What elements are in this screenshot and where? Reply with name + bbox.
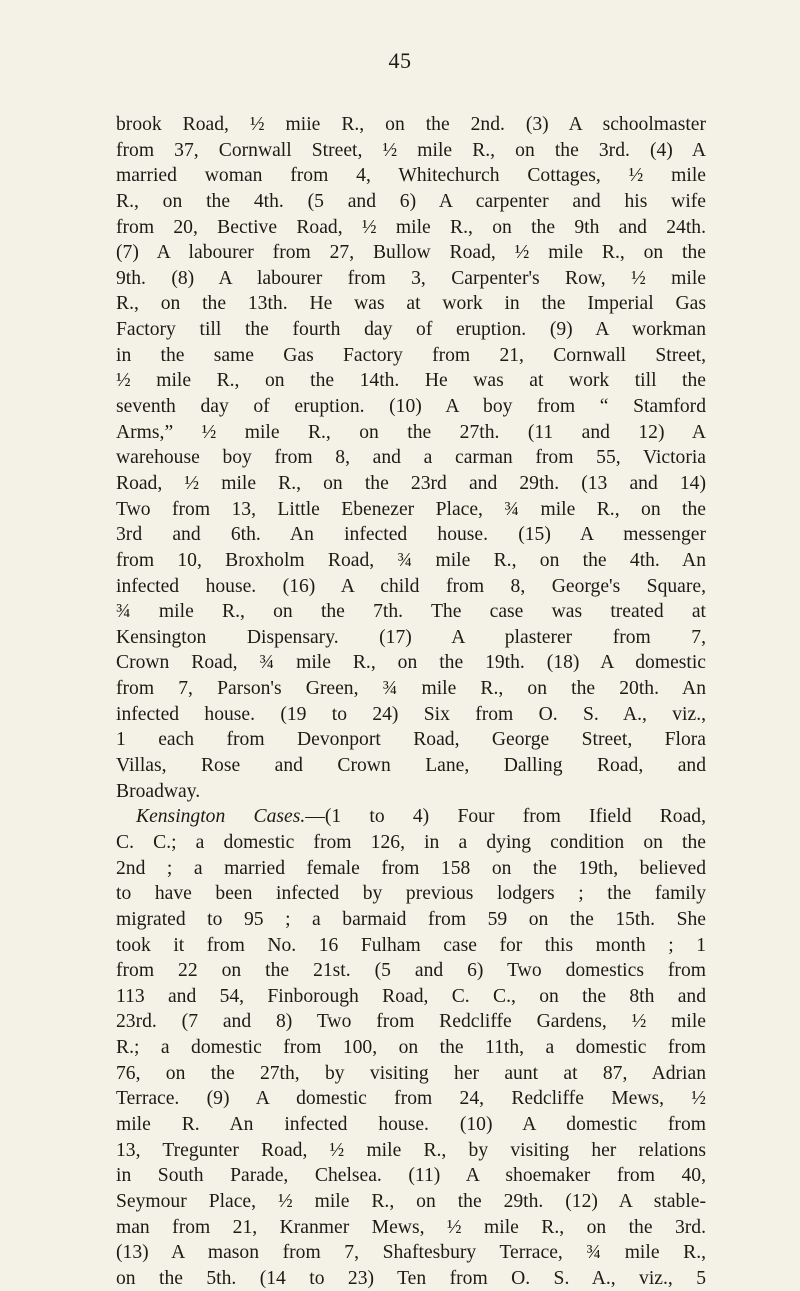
text-line: mile R. An infected house. (10) A domestic from bbox=[116, 1113, 706, 1135]
text-line: (13) A mason from 7, Shaftesbury Terrace, ¾ mile R., bbox=[116, 1242, 706, 1264]
text-line: in the same Gas Factory from 21, Cornwall Street, bbox=[116, 344, 706, 366]
section-heading-line bbox=[116, 804, 706, 830]
text-line: from 22 on the 21st. (5 and 6) Two domestics from bbox=[116, 960, 706, 982]
text-line: ½ mile R., on the 14th. He was at work till the bbox=[116, 370, 706, 392]
text-line: 9th. (8) A labourer from 3, Carpenter's Row, ½ mile bbox=[116, 267, 706, 289]
body-text bbox=[116, 112, 706, 1291]
text-line: Broadway. bbox=[116, 780, 201, 802]
text-line: man from 21, Kranmer Mews, ½ mile R., on the 3rd. bbox=[116, 1216, 706, 1238]
text-line: married woman from 4, Whitechurch Cottages, ½ mile bbox=[116, 165, 706, 187]
text-line: infected house. (19 to 24) Six from O. S. A., viz., bbox=[116, 703, 706, 725]
text-line: migrated to 95 ; a barmaid from 59 on the 15th. She bbox=[116, 908, 706, 930]
text-line: Kensington Dispensary. (17) A plasterer from 7, bbox=[116, 626, 706, 648]
text-line: 3rd and 6th. An infected house. (15) A messenger bbox=[116, 524, 706, 546]
text-line: Crown Road, ¾ mile R., on the 19th. (18) A domestic bbox=[116, 652, 706, 674]
text-line: infected house. (16) A child from 8, George's Square, bbox=[116, 575, 706, 597]
text-line: took it from No. 16 Fulham case for this month ; 1 bbox=[116, 934, 706, 956]
text-line: seventh day of eruption. (10) A boy from “ Stamford bbox=[116, 396, 706, 418]
text-line: ¾ mile R., on the 7th. The case was treated at bbox=[116, 601, 706, 623]
text-line: C. C.; a domestic from 126, in a dying condition on the bbox=[116, 831, 706, 853]
text-line: Villas, Rose and Crown Lane, Dalling Road, and bbox=[116, 755, 706, 777]
text-line: from 37, Cornwall Street, ½ mile R., on the 3rd. (4) A bbox=[116, 139, 706, 161]
text-line: Two from 13, Little Ebenezer Place, ¾ mile R., on the bbox=[116, 498, 706, 520]
text-line: Factory till the fourth day of eruption. (9) A workman bbox=[116, 319, 706, 341]
text-line: 13, Tregunter Road, ½ mile R., by visiting her relations bbox=[116, 1139, 706, 1161]
text-line: from 7, Parson's Green, ¾ mile R., on the 20th. An bbox=[116, 678, 706, 700]
text-line-continuation: —(1 to 4) Four from Ifield Road, bbox=[305, 806, 706, 828]
text-line: 76, on the 27th, by visiting her aunt at 87, Adrian bbox=[116, 1062, 706, 1084]
text-line: Arms,” ½ mile R., on the 27th. (11 and 12) A bbox=[116, 421, 706, 443]
text-line: R., on the 13th. He was at work in the Imperial Gas bbox=[116, 293, 706, 315]
page-number: 45 bbox=[388, 48, 412, 73]
text-line: R.; a domestic from 100, on the 11th, a domestic from bbox=[116, 1037, 706, 1059]
text-line: from 10, Broxholm Road, ¾ mile R., on the 4th. An bbox=[116, 549, 706, 571]
text-line: Terrace. (9) A domestic from 24, Redcliffe Mews, ½ bbox=[116, 1088, 706, 1110]
text-line: brook Road, ½ miie R., on the 2nd. (3) A schoolmaster bbox=[116, 114, 706, 135]
section-heading: Kensington Cases. bbox=[136, 806, 306, 828]
text-line: 23rd. (7 and 8) Two from Redcliffe Gardens, ½ mile bbox=[116, 1011, 706, 1033]
text-line: 1 each from Devonport Road, George Street, Flora bbox=[116, 729, 706, 751]
text-line: 2nd ; a married female from 158 on the 19th, believed bbox=[116, 857, 706, 879]
text-line: (7) A labourer from 27, Bullow Road, ½ mile R., on the bbox=[116, 242, 706, 264]
text-line: 113 and 54, Finborough Road, C. C., on the 8th and bbox=[116, 985, 706, 1007]
text-line: to have been infected by previous lodgers ; the family bbox=[116, 883, 706, 905]
text-line: R., on the 4th. (5 and 6) A carpenter and his wife bbox=[116, 190, 706, 212]
text-line: Seymour Place, ½ mile R., on the 29th. (12) A stable- bbox=[116, 1190, 706, 1212]
text-line: Road, ½ mile R., on the 23rd and 29th. (13 and 14) bbox=[116, 472, 706, 494]
text-line: warehouse boy from 8, and a carman from 55, Victoria bbox=[116, 447, 706, 469]
text-line: from 20, Bective Road, ½ mile R., on the 9th and 24th. bbox=[116, 216, 706, 238]
text-line: on the 5th. (14 to 23) Ten from O. S. A., viz., 5 bbox=[116, 1267, 706, 1289]
text-line: in South Parade, Chelsea. (11) A shoemaker from 40, bbox=[116, 1165, 706, 1187]
